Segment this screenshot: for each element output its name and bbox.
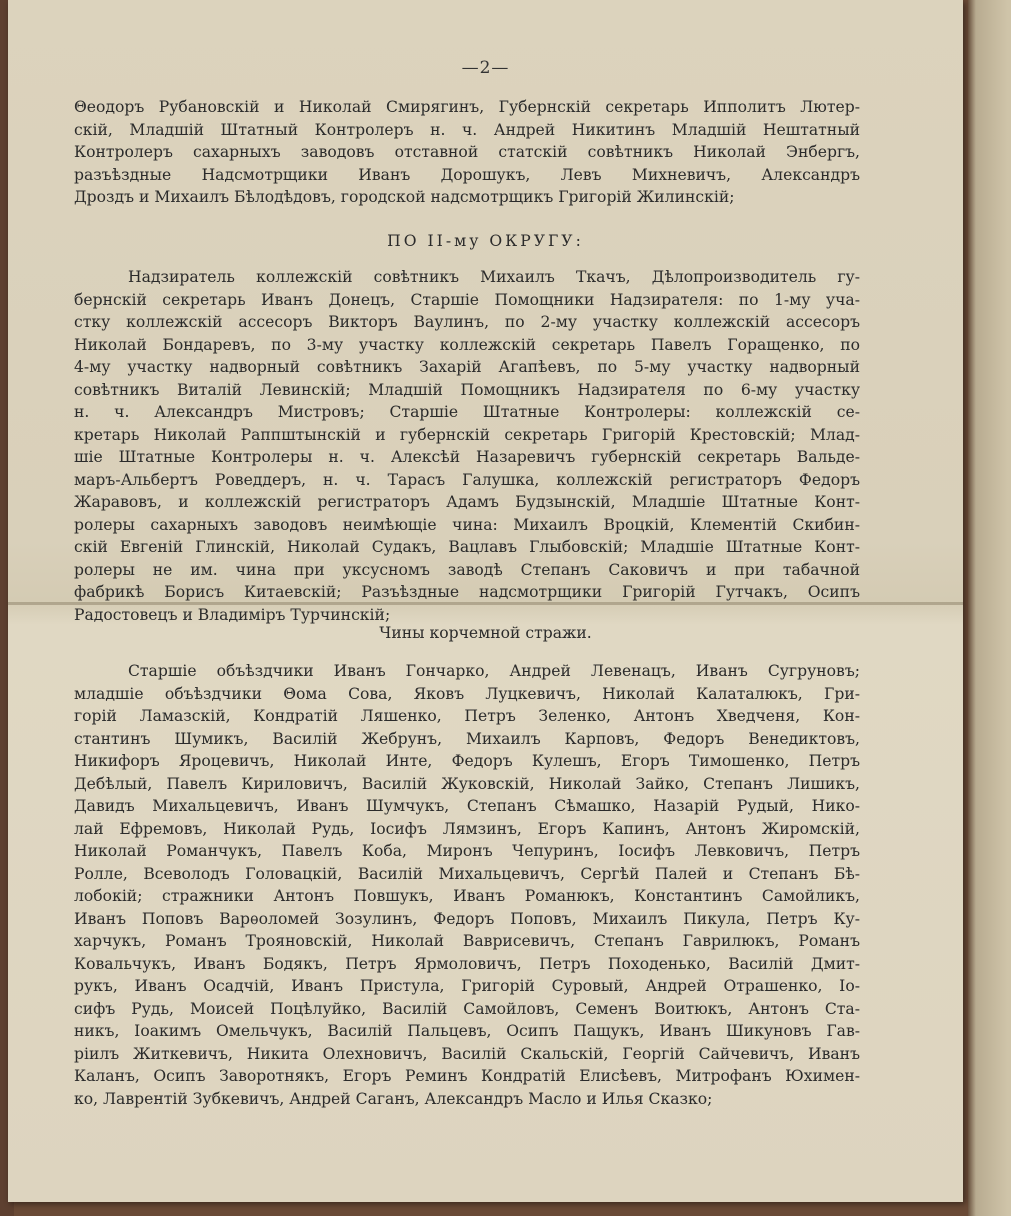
text-line: фабрикѣ Борисъ Китаевскій; Разъѣздные надсмотрщики Григорій Гутчакъ, Осипъ <box>74 583 860 601</box>
text-line: Жаравовъ, и коллежскій регистраторъ Адамъ Будзынскій, Младшіе Штатные Конт- <box>74 493 860 511</box>
text-line: Дебѣлый, Павелъ Кириловичъ, Василій Жуковскій, Николай Зайко, Степанъ Лишикъ, <box>74 774 860 793</box>
text-line: 4-му участку надворный совѣтникъ Захарій Агапѣевъ, по 5-му участку надворный <box>74 358 860 376</box>
text-line: Иванъ Поповъ Варѳоломей Зозулинъ, Федоръ Поповъ, Михаилъ Пикула, Петръ Ку- <box>74 909 860 928</box>
section-2-paragraph <box>74 266 860 626</box>
document-page <box>8 0 963 1202</box>
text-line: Старшіе объѣздчики Иванъ Гончарко, Андрей Левенацъ, Иванъ Сугруновъ; <box>128 662 860 680</box>
text-line: Ковальчукъ, Иванъ Бодякъ, Петръ Ярмоловичъ, Петръ Походенько, Василій Дмит- <box>74 954 860 973</box>
text-line: Радостовецъ и Владиміръ Турчинскій; <box>74 605 391 624</box>
text-line: Надзиратель коллежскій совѣтникъ Михаилъ Ткачъ, Дѣлопроизводитель гу- <box>128 268 860 286</box>
text-line: стантинъ Шумикъ, Василій Жебрунъ, Михаилъ Карповъ, Федоръ Венедиктовъ, <box>74 729 860 748</box>
text-line: скій, Младшій Штатный Контролеръ н. ч. Андрей Никитинъ Младшій Нештатный <box>74 120 860 139</box>
text-line: горій Ламазскій, Кондратій Ляшенко, Петръ Зеленко, Антонъ Хведченя, Кон- <box>74 707 860 725</box>
text-line: кретарь Николай Раппштынскій и губернскій секретарь Григорій Крестовскій; Млад- <box>74 425 860 444</box>
adjacent-page-edge <box>968 0 1011 1216</box>
text-line: Давидъ Михальцевичъ, Иванъ Шумчукъ, Степанъ Сѣмашко, Назарій Рудый, Нико- <box>74 797 860 815</box>
text-line: Дроздъ и Михаилъ Бѣлодѣдовъ, городской надсмотрщикъ Григорій Жилинскій; <box>74 188 735 206</box>
text-line: Ролле, Всеволодъ Головацкій, Василій Михальцевичъ, Сергѣй Палей и Степанъ Бѣ- <box>74 864 860 883</box>
text-line: Каланъ, Осипъ Заворотнякъ, Егоръ Реминъ Кондратій Елисѣевъ, Митрофанъ Юхимен- <box>74 1067 860 1085</box>
text-line: совѣтникъ Виталій Левинскій; Младшій Помощникъ Надзирателя по 6-му участку <box>74 380 860 399</box>
text-line: ко, Лаврентій Зубкевичъ, Андрей Саганъ, Александръ Масло и Илья Сказко; <box>74 1089 713 1108</box>
text-line: лай Ефремовъ, Николай Рудь, Іосифъ Лямзинъ, Егоръ Капинъ, Антонъ Жиромскій, <box>74 819 860 838</box>
text-line: разъѣздные Надсмотрщики Иванъ Дорошукъ, Левъ Михневичъ, Александръ <box>74 165 860 184</box>
text-line: младшіе объѣздчики Θома Сова, Яковъ Луцкевичъ, Николай Калаталюкъ, Гри- <box>74 684 860 703</box>
section-1-paragraph <box>74 96 860 209</box>
section-3-heading: Чины корчемной стражи. <box>379 624 592 642</box>
text-line: ріилъ Житкевичъ, Никита Олехновичъ, Василій Скальскій, Георгій Сайчевичъ, Иванъ <box>74 1044 860 1063</box>
text-line: сифъ Рудь, Моисей Поцѣлуйко, Василій Самойловъ, Семенъ Воитюкъ, Антонъ Ста- <box>74 999 860 1018</box>
section-3-paragraph <box>74 660 860 1110</box>
page-number: —2— <box>461 58 510 78</box>
text-line: Контролеръ сахарныхъ заводовъ отставной статскій совѣтникъ Николай Энбергъ, <box>74 143 860 161</box>
text-line: лобокій; стражники Антонъ Повшукъ, Иванъ Романюкъ, Константинъ Самойликъ, <box>74 887 860 905</box>
text-line: рукъ, Иванъ Осадчій, Иванъ Пристула, Григорій Суровый, Андрей Отрашенко, Іо- <box>74 977 860 995</box>
text-line: бернскій секретарь Иванъ Донецъ, Старшіе Помощники Надзирателя: по 1-му уча- <box>74 290 860 309</box>
text-line: стку коллежскій ассесоръ Викторъ Ваулинъ, по 2-му участку коллежскій ассесоръ <box>74 313 860 331</box>
text-line: Николай Бондаревъ, по 3-му участку коллежскій секретарь Павелъ Горащенко, по <box>74 335 860 354</box>
text-line: Николай Романчукъ, Павелъ Коба, Миронъ Чепуринъ, Іосифъ Левковичъ, Петръ <box>74 842 860 860</box>
text-line: ролеры не им. чина при уксусномъ заводѣ Степанъ Саковичъ и при табачной <box>74 560 860 579</box>
text-line: н. ч. Александръ Мистровъ; Старшіе Штатные Контролеры: коллежскій се- <box>74 403 860 421</box>
text-line: харчукъ, Романъ Трояновскій, Николай Ваврисевичъ, Степанъ Гаврилюкъ, Романъ <box>74 932 860 950</box>
text-line: шіе Штатные Контролеры н. ч. Алексѣй Назаревичъ губернскій секретарь Вальде- <box>74 448 860 466</box>
text-line: никъ, Іоакимъ Омельчукъ, Василій Пальцевъ, Осипъ Пащукъ, Иванъ Шикуновъ Гав- <box>74 1022 860 1040</box>
section-2-heading: ПО ІІ-му ОКРУГУ: <box>387 232 584 250</box>
text-line: маръ-Альбертъ Роведдеръ, н. ч. Тарасъ Галушка, коллежскій регистраторъ Федоръ <box>74 470 860 489</box>
text-line: Θеодоръ Рубановскій и Николай Смирягинъ, Губернскій секретарь Ипполитъ Лютер- <box>74 98 860 116</box>
text-line: скій Евгеній Глинскій, Николай Судакъ, Вацлавъ Глыбовскій; Младшіе Штатные Конт- <box>74 538 860 556</box>
text-line: Никифоръ Яроцевичъ, Николай Инте, Федоръ Кулешъ, Егоръ Тимошенко, Петръ <box>74 752 860 770</box>
text-line: ролеры сахарныхъ заводовъ неимѣющіе чина: Михаилъ Вроцкій, Клементій Скибин- <box>74 515 860 534</box>
